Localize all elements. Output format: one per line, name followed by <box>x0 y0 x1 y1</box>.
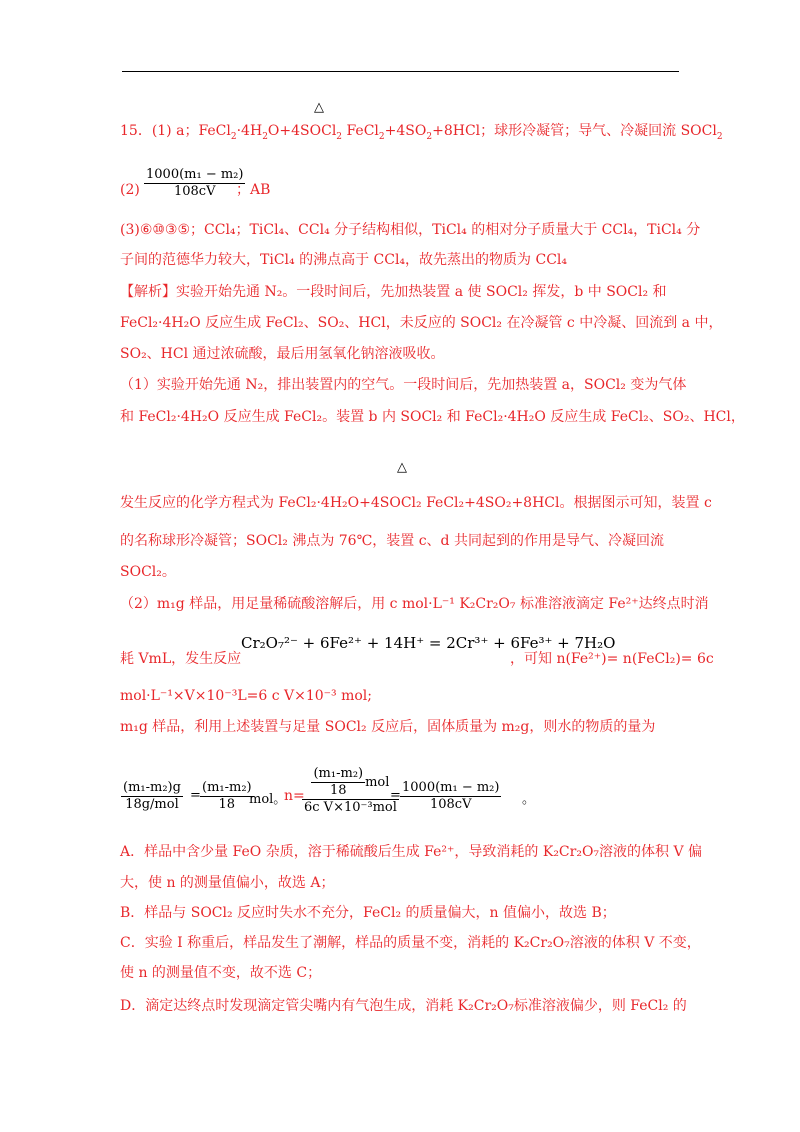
answer-15-part1: 15．(1) a；$FeCl_2\cdot 4H_2O+4SOCl_2$ $FeCl_2+4SO_2+8HCl$；球形冷凝管；导气、冷凝回流 SOCl$_2$ <box>120 123 723 142</box>
analysis-line10-start: 耗 VmL，发生反应 <box>120 651 242 667</box>
dichromate-equation: Cr₂O₇²⁻ + 6Fe²⁺ + 14H⁺ = 2Cr³⁺ + 6Fe³⁺ + 7H₂O <box>241 634 616 652</box>
option-c-line2: 使 n 的测量值不变，故不选 C； <box>120 965 322 981</box>
end-period: 。 <box>522 792 536 807</box>
equals-sign-2: = <box>390 788 401 803</box>
analysis-line11: mol·L⁻¹×V×10⁻³L=6 c V×10⁻³ mol; <box>120 688 372 704</box>
option-d: D．滴定达终点时发现滴定管尖嘴内有气泡生成，消耗 K₂Cr₂O₇标准溶液偏少，则 FeCl₂ 的 <box>120 998 687 1014</box>
analysis-line10-end: ，可知 n(Fe²⁺)= n(FeCl₂)= 6c <box>510 651 714 667</box>
option-a-line1: A．样品中含少量 FeO 杂质，溶于稀硫酸后生成 Fe²⁺，导致消耗的 K₂Cr₂O₇溶液的体积 V 偏 <box>120 844 703 860</box>
analysis-line2: FeCl₂·4H₂O 反应生成 FeCl₂、SO₂、HCl，未反应的 SOCl₂ 在冷凝管 c 中冷凝、回流到 a 中， <box>120 315 723 331</box>
analysis-line4: （1）实验开始先通 N₂，排出装置内的空气。一段时间后，先加热装置 a，SOCl₂ 变为气体 <box>120 377 687 393</box>
answer-15-part2-tail: ；AB <box>236 182 271 198</box>
analysis-line5: 和 FeCl₂·4H₂O 反应生成 FeCl₂。装置 b 内 SOCl₂ 和 FeCl₂·4H₂O 反应生成 FeCl₂、SO₂、HCl， <box>120 409 745 425</box>
water-mole-fraction-2: $\frac{\text{(m₁-m₂)}}{18}$ <box>202 780 252 812</box>
water-mole-fraction: $\frac{\text{(m₁-m₂)g}}{\text{18g/mol}}$ <box>123 780 181 812</box>
mol-unit: mol。 <box>249 792 287 807</box>
equals-sign: = <box>190 788 201 803</box>
n-compound-fraction: $\frac{\text{(m₁-m₂)}}{18}$ mol 6c V×10⁻³mol <box>304 766 397 815</box>
analysis-line3: SO₂、HCl 通过浓硫酸，最后用氢氧化钠溶液吸收。 <box>120 346 445 362</box>
final-result-fraction: $\frac{\text{1000(m₁ − m₂)}}{108cV}$ <box>402 780 500 812</box>
option-a-line2: 大，使 n 的测量值偏小，故选 A； <box>120 875 335 891</box>
option-c-line1: C．实验 I 称重后，样品发生了潮解，样品的质量不变，消耗的 K₂Cr₂O₇溶液的体积 V 不变， <box>120 935 701 951</box>
answer-15-part3-line2: 子间的范德华力较大，TiCl₄ 的沸点高于 CCl₄，故先蒸出的物质为 CCl₄ <box>120 252 567 268</box>
option-b: B．样品与 SOCl₂ 反应时失水不充分，FeCl₂ 的质量偏大，n 值偏小，故选 B； <box>120 905 616 921</box>
n-equals: n= <box>284 788 305 804</box>
heat-symbol-2: △ <box>397 460 407 475</box>
analysis-line6: 发生反应的化学方程式为 FeCl₂·4H₂O+4SOCl₂ FeCl₂+4SO₂+8HCl。根据图示可知，装置 c <box>120 495 712 511</box>
analysis-line12: m₁g 样品，利用上述装置与足量 SOCl₂ 反应后，固体质量为 m₂g，则水的物质的量为 <box>120 719 656 735</box>
analysis-line8: SOCl₂。 <box>120 564 176 580</box>
header-rule <box>122 71 679 72</box>
analysis-line9: （2）m₁g 样品，用足量稀硫酸溶解后，用 c mol·L⁻¹ K₂Cr₂O₇ 标准溶液滴定 Fe²⁺达终点时消 <box>120 596 709 612</box>
answer-15-part3-line1: (3)⑥⑩③⑤；CCl₄；TiCl₄、CCl₄ 分子结构相似，TiCl₄ 的相对分子质量大于 CCl₄，TiCl₄ 分 <box>120 222 701 238</box>
answer-15-part2-label: (2) <box>120 182 140 198</box>
analysis-line1: 【解析】实验开始先通 N₂。一段时间后，先加热装置 a 使 SOCl₂ 挥发，b 中 SOCl₂ 和 <box>120 284 667 300</box>
analysis-line7: 的名称球形冷凝管；SOCl₂ 沸点为 76℃，装置 c、d 共同起到的作用是导气、冷凝回流 <box>120 533 664 549</box>
heat-symbol: △ <box>314 100 324 115</box>
answer-15-part2-fraction: $\frac{\text{1000(m₁ − m₂)}}{108cV}$ <box>146 167 244 199</box>
